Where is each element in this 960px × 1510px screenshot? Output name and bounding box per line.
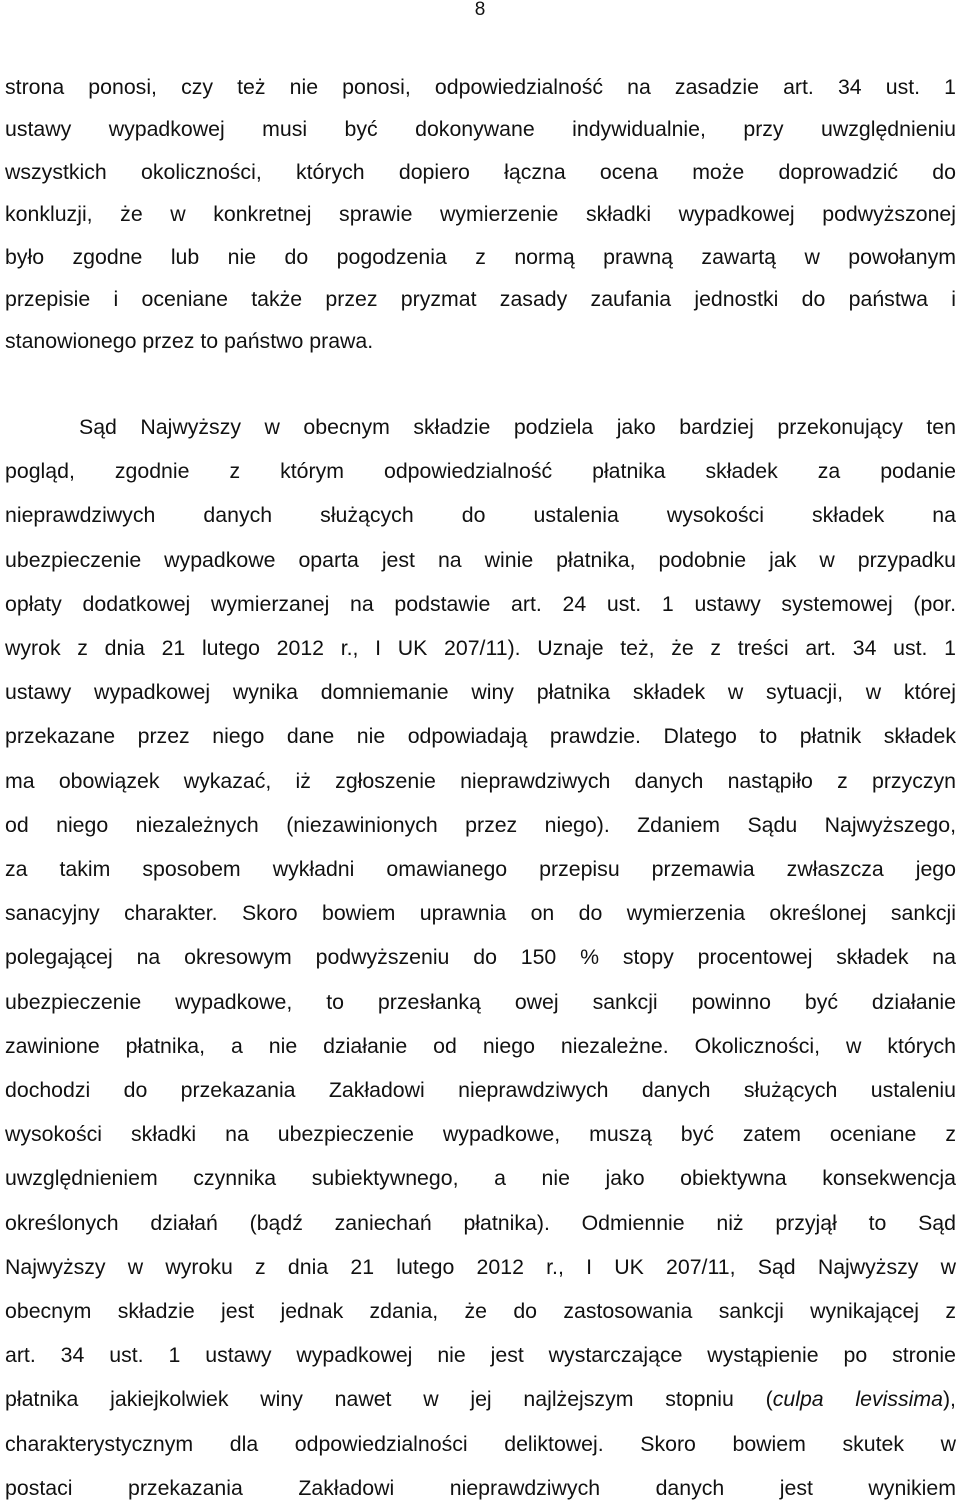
text-line: wysokości składki na ubezpieczenie wypadkowe, muszą być zatem oceniane z xyxy=(5,1122,956,1147)
text-line: opłaty dodatkowej wymierzanej na podstawie art. 24 ust. 1 ustawy systemowej (por. xyxy=(5,591,956,616)
page-number: 8 xyxy=(474,0,486,20)
text-line: wszystkich okoliczności, których dopiero łączna ocena może doprowadzić do xyxy=(5,159,956,184)
text-line: polegającej na okresowym podwyższeniu do 150 % stopy procentowej składek na xyxy=(5,945,956,970)
text-line: postaci przekazania Zakładowi nieprawdziwych danych jest wynikiem xyxy=(5,1475,956,1500)
text-line: za takim sposobem wykładni omawianego przepisu przemawia zwłaszcza jego xyxy=(5,857,956,882)
text-segment: płatnika jakiejkolwiek winy nawet w jej najlżejszym stopniu ( xyxy=(5,1387,773,1412)
latin-term: culpa levissima xyxy=(772,1387,943,1412)
text-line: konkluzji, że w konkretnej sprawie wymierzenie składki wypadkowej podwyższonej xyxy=(5,202,956,227)
text-line: wyrok z dnia 21 lutego 2012 r., I UK 207/11). Uznaje też, że z treści art. 34 ust. 1 xyxy=(5,636,956,661)
text-line: ubezpieczenie wypadkowe oparta jest na winie płatnika, podobnie jak w przypadku xyxy=(5,547,956,572)
text-line: ustawy wypadkowej musi być dokonywane indywidualnie, przy uwzględnieniu xyxy=(5,117,956,142)
text-line: od niego niezależnych (niezawinionych przez niego). Zdaniem Sądu Najwyższego, xyxy=(5,812,956,837)
text-line: Najwyższy w wyroku z dnia 21 lutego 2012 r., I UK 207/11, Sąd Najwyższy w xyxy=(5,1254,956,1279)
text-line: stanowionego przez to państwo prawa. xyxy=(5,329,374,354)
text-line xyxy=(5,1377,956,1421)
text-line: ma obowiązek wykazać, iż zgłoszenie nieprawdziwych danych nastąpiło z przyczyn xyxy=(5,768,956,793)
text-line: Sąd Najwyższy w obecnym składzie podziela jako bardziej przekonujący ten xyxy=(79,415,956,439)
paragraph-2 xyxy=(5,405,956,1510)
text-line: zawinione płatnika, a nie działanie od niego niezależne. Okoliczności, w których xyxy=(5,1033,956,1058)
text-line: nieprawdziwych danych służących do ustalenia wysokości składek na xyxy=(5,503,956,528)
text-line: przepisie i oceniane także przez pryzmat zasady zaufania jednostki do państwa i xyxy=(5,287,956,312)
text-line: ustawy wypadkowej wynika domniemanie winy płatnika składek w sytuacji, w której xyxy=(5,680,956,705)
text-line: ubezpieczenie wypadkowe, to przesłanką owej sankcji powinno być działanie xyxy=(5,989,956,1014)
text-line: sanacyjny charakter. Skoro bowiem uprawnia on do wymierzenia określonej sankcji xyxy=(5,901,956,926)
text-line: art. 34 ust. 1 ustawy wypadkowej nie jest wystarczające wystąpienie po stronie xyxy=(5,1343,956,1368)
text-segment: ), xyxy=(942,1387,956,1412)
text-line: przekazane przez niego dane nie odpowiadają prawdzie. Dlatego to płatnik składek xyxy=(5,724,956,749)
text-line: określonych działań (bądź zaniechań płatnika). Odmiennie niż przyjął to Sąd xyxy=(5,1210,956,1235)
text-line: było zgodne lub nie do pogodzenia z normą prawną zawartą w powołanym xyxy=(5,244,956,269)
text-line: charakterystycznym dla odpowiedzialności deliktowej. Skoro bowiem skutek w xyxy=(5,1431,956,1456)
text-line: obecnym składzie jest jednak zdania, że do zastosowania sankcji wynikającej z xyxy=(5,1299,956,1324)
text-line: strona ponosi, czy też nie ponosi, odpowiedzialność na zasadzie art. 34 ust. 1 xyxy=(5,75,956,99)
text-line: pogląd, zgodnie z którym odpowiedzialność płatnika składek za podanie xyxy=(5,459,956,484)
paragraph-1 xyxy=(5,66,956,363)
text-line: uwzględnieniem czynnika subiektywnego, a nie jako obiektywna konsekwencja xyxy=(5,1166,956,1191)
text-line: dochodzi do przekazania Zakładowi nieprawdziwych danych służących ustaleniu xyxy=(5,1078,956,1103)
